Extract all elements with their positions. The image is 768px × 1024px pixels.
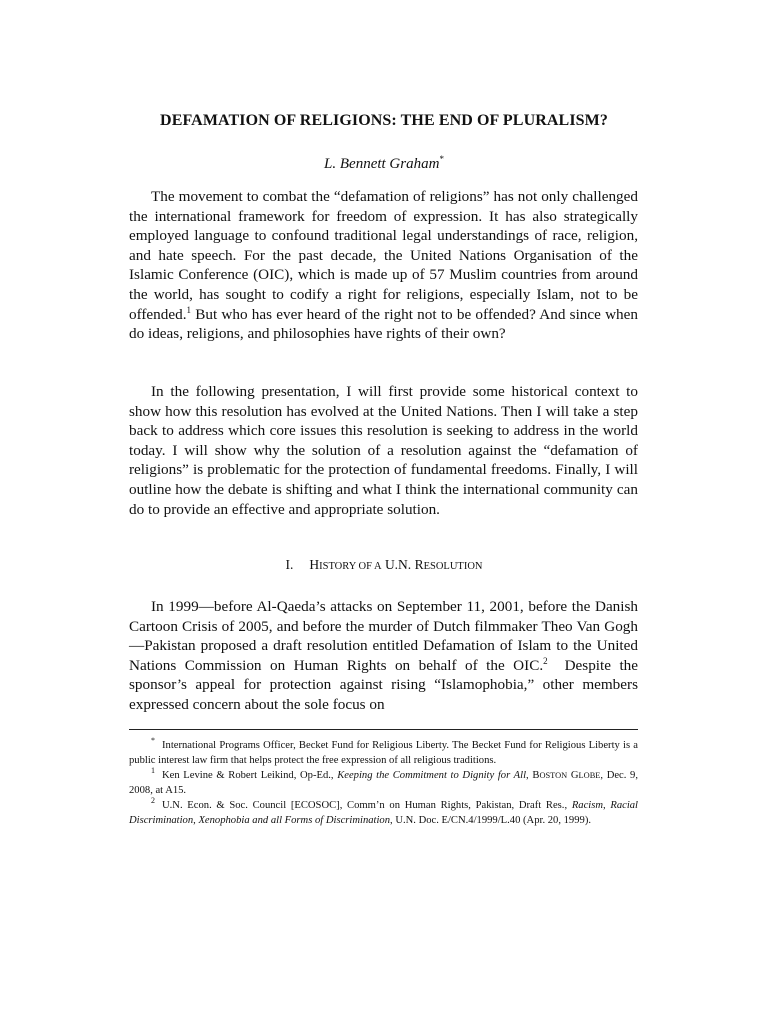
section-heading xyxy=(0,557,768,573)
paragraph-3-text-b: Despite the sponsor’s appeal for protection against rising “Islamophobia,” other members expressed concern about the sole focus on xyxy=(129,656,642,713)
section-number: I. xyxy=(285,557,294,572)
footnote-ref-1: 1 xyxy=(186,304,191,315)
paragraph-1-text-b: But who has ever heard of the right not to be offended? And since when do ideas, religions, and philosophies have rights of their own? xyxy=(129,305,638,343)
paragraph-2-text: In the following presentation, I will first provide some historical context to show how this resolution has evolved at the United Nations. Then I will take a step back to address which core issues this resolution is seeking to address in the world today. I will show why the solution of a resolution against the “defamation of religions” is problematic for the protection of fundamental freedoms. Finally, I will outline how the debate is shifting and what I think the international community can do to provide an effective and appropriate solution. xyxy=(129,383,638,518)
paper-title: DEFAMATION OF RELIGIONS: THE END OF PLURALISM? xyxy=(160,112,608,129)
footnote-divider xyxy=(129,729,638,730)
paragraph-2 xyxy=(129,382,638,519)
footnote-1: $^1$ Ken Levine & Robert Leikind, Op-Ed., Keeping the Commitment to Dignity for All, BOSTON GLOBE, Dec. 9, 2008, at A15. xyxy=(129,766,639,796)
footnote-ref-2: 2 xyxy=(543,655,548,666)
paragraph-3-text-a: In 1999—before Al-Qaeda’s attacks on September 11, 2001, before the Danish Cartoon Crisis of 2005, and before the murder of Dutch filmmaker Theo Van Gogh—Pakistan proposed a draft resolution entitled Defamation of Islam to the United Nations Commission on Human Rights on behalf of the OIC. xyxy=(129,598,638,674)
paragraph-3 xyxy=(129,597,642,715)
footnote-star: * International Programs Officer, Becket Fund for Religious Liberty. The Becket Fund for Religious Liberty is a public interest law firm that helps protect the free expression of all religious traditions. xyxy=(129,736,638,766)
paragraph-1-text-a: The movement to combat the “defamation of religions” has not only challenged the international framework for freedom of expression. It has also strategically employed language to confound traditional legal understandings of race, religion, and hate speech. For the past decade, the United Nations Organisation of the Islamic Conference (OIC), which is made up of 57 Muslim countries from around the world, has sought to codify a right for religions, especially Islam, not to be offended. xyxy=(129,188,638,323)
section-title: HISTORY OF A U.N. RESOLUTION xyxy=(309,557,483,572)
paragraph-1 xyxy=(129,187,638,344)
footnotes xyxy=(129,738,638,828)
author-footnote-marker: * xyxy=(439,154,444,164)
footnote-2: $^2$ U.N. Econ. & Soc. Council [ECOSOC], Comm’n on Human Rights, Pakistan, Draft Res., Racism, Racial Discrimination, Xenophobia and all Forms of Discrimination, U.N. Doc. E/CN.4/1999/L.40 (Apr. 20, 1999). xyxy=(129,796,639,826)
author-line xyxy=(0,154,768,173)
author-name: L. Bennett Graham xyxy=(324,156,440,172)
